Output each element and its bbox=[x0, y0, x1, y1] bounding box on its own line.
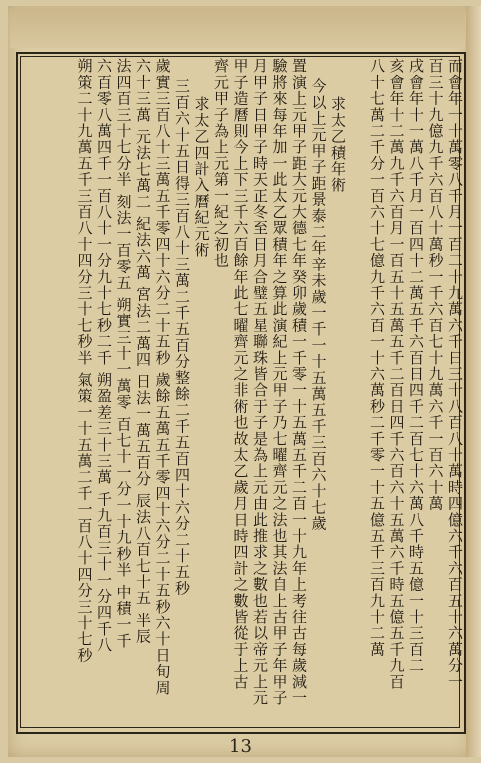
text-column: 朔策二十九萬五千三百八十四分三十七秒半 氣策一十五萬二千一百八十四分三十七秒 bbox=[75, 58, 94, 664]
text-body bbox=[24, 58, 464, 724]
text-column: 法四百三十七分半 刻法一百零五 朔實三十一萬零 百七十一分一十九秒半 中積一千 bbox=[114, 58, 133, 649]
section-heading: 求太乙積年術 bbox=[329, 96, 347, 194]
text-column: 置演上元甲子距大元大德七年癸卯歲積一千零一十五萬五千二百一十九年上考往古每歲減一 bbox=[290, 58, 308, 706]
blank-column bbox=[347, 58, 367, 724]
text-column: 而會年一十萬零八千月一百二十九萬六千日三十八百八十萬時四億六千六百五十六萬分一 bbox=[446, 58, 464, 690]
text-column: 三百六十五日得三百八十三萬二千五百分整餘二千五百四十六分二十五秒 bbox=[173, 78, 191, 597]
page-top-margin bbox=[10, 8, 465, 48]
text-column: 亥會年十二萬九千六百月一百五十五萬五千二百日四千六百六十五萬六千時五億五千九百 bbox=[387, 58, 406, 690]
page-number: 13 bbox=[229, 736, 252, 757]
section-heading: 求太乙四計入曆紀元術 bbox=[192, 96, 211, 258]
text-column: 今以上元甲子距景泰二年辛未歲一千一十五萬五千三百六十七歲 bbox=[309, 78, 328, 532]
page-edge bbox=[466, 6, 481, 757]
text-column: 月甲子日甲子時天正冬至日月合璧五星聯珠皆合于子是為上元由此推求之數也若以帝元上元 bbox=[251, 58, 269, 706]
text-column: 甲子造曆則今上下三千六百餘年此七曜齊元之非術也故太乙歲月日時四計之數皆從于上古 bbox=[231, 58, 250, 690]
text-column: 齊元甲子為上元第一紀之初也 bbox=[212, 58, 230, 269]
text-column: 六十三萬 元法七萬二 紀法六萬 宮法二萬四 日法一萬五百分 辰法八百七十五 半辰 bbox=[134, 58, 152, 645]
text-column: 歲實三百八十三萬五千零四十六分二十五秒 歲餘五萬五千零四十六分二十五秒六十日旬周 bbox=[153, 58, 172, 696]
text-column: 八十七萬二千分一百六十七億九千六百一十六萬秒二千零一十五億五千三百九十二萬 bbox=[368, 58, 386, 658]
text-column: 百三十九億九千六百八十萬秒一千六百七十九萬六千一百六十萬 bbox=[426, 58, 445, 512]
text-column: 戌會年十一萬八千月一百四十二萬五千六百日四千二百七十六萬八千時五億一十三百二 bbox=[407, 58, 425, 674]
text-column: 六百零八萬四千一百八十一分九十七秒二千 朔盈差三十三萬 千九百三十一分四千八 bbox=[95, 58, 113, 654]
text-column: 驗將來每年加一此太乙眾積年之算此演紀上元甲子乃七曜齊元之法也其法自上古甲子年甲子 bbox=[270, 58, 289, 706]
